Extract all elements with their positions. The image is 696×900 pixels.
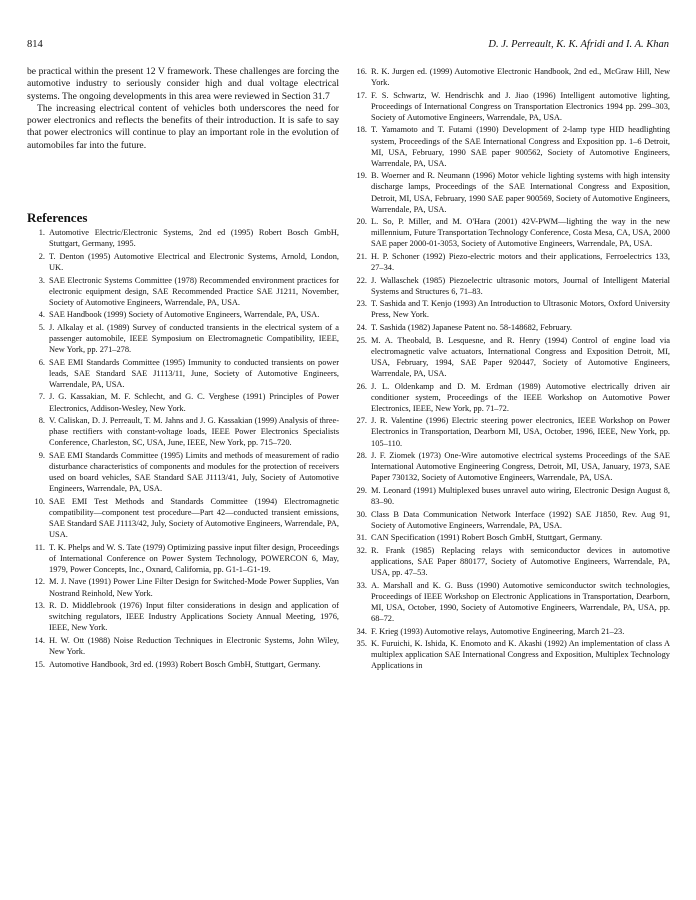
- reference-text: J. G. Kassakian, M. F. Schlecht, and G. C. Verghese (1991) Principles of Power Electronics, Addison-Wesley, New York.: [49, 392, 339, 413]
- reference-number: 12.: [34, 577, 45, 587]
- reference-item: [27, 542, 339, 575]
- reference-text: R. K. Jurgen ed. (1999) Automotive Electronic Handbook, 2nd ed., McGraw Hill, New York.: [371, 67, 670, 88]
- reference-text: F. S. Schwartz, W. Hendrischk and J. Jiao (1996) Intelligent automotive lighting, Proceedings of International Congress on Transportation Electronics 1994 pp. 299–303, Society of Automotive Engineers, Warrendale, PA, USA.: [371, 90, 670, 122]
- reference-number: 33.: [356, 580, 367, 590]
- reference-number: 32.: [356, 545, 367, 555]
- reference-text: T. Sashida and T. Kenjo (1993) An Introduction to Ultrasonic Motors, Oxford University Press, New York.: [371, 299, 670, 320]
- reference-item: [349, 124, 670, 168]
- reference-number: 35.: [356, 639, 367, 649]
- reference-number: 5.: [38, 322, 45, 332]
- reference-number: 3.: [38, 275, 45, 285]
- reference-text: M. Leonard (1991) Multiplexed buses unravel auto wiring, Electronic Design August 8, 83–90.: [371, 485, 670, 506]
- reference-number: 15.: [34, 659, 45, 669]
- reference-item: [349, 275, 670, 297]
- reference-text: J. L. Oldenkamp and D. M. Erdman (1989) Automotive electrically driven air conditioner system, Proceedings of the IEEE Workshop on Automotive Power Electronics, IEEE, New York, pp. 71–72.: [371, 381, 670, 413]
- reference-text: F. Krieg (1993) Automotive relays, Automotive Engineering, March 21–23.: [371, 626, 625, 636]
- reference-number: 27.: [356, 416, 367, 426]
- right-column: [349, 66, 670, 673]
- reference-item: [349, 251, 670, 273]
- page-number: 814: [27, 39, 43, 50]
- reference-item: [349, 90, 670, 123]
- body-paragraph-1: be practical within the present 12 V framework. These challenges are forcing the automotive industry to seriously consider high and dual voltage electrical systems. The ongoing developments in this area were reviewed in Section 31.7: [27, 66, 339, 102]
- reference-text: Automotive Handbook, 3rd ed. (1993) Robert Bosch GmbH, Stuttgart, Germany.: [49, 659, 321, 669]
- reference-item: [349, 66, 670, 88]
- reference-number: 22.: [356, 275, 367, 285]
- reference-number: 28.: [356, 451, 367, 461]
- reference-text: J. Wallaschek (1985) Piezoelectric ultrasonic motors, Journal of Intelligent Material Systems and Structures 6, 71–83.: [371, 275, 670, 296]
- reference-text: SAE Handbook (1999) Society of Automotive Engineers, Warrendale, PA, USA.: [49, 310, 320, 320]
- reference-text: J. Alkalay et al. (1989) Survey of conducted transients in the electrical system of a passenger automobile, IEEE Symposium on Electromagnetic Compatibility, IEEE, New York, pp. 271–278.: [49, 322, 339, 355]
- reference-item: [349, 545, 670, 578]
- reference-text: M. J. Nave (1991) Power Line Filter Design for Switched-Mode Power Supplies, Van Nostrand Reinhold, New York.: [49, 577, 339, 598]
- reference-text: R. Frank (1985) Replacing relays with semiconductor devices in automotive applications, SAE Paper 880177, Society of Automotive Engineers, Warrendale, PA, USA, pp. 47–53.: [371, 545, 670, 578]
- reference-number: 24.: [356, 323, 367, 333]
- reference-text: Class B Data Communication Network Interface (1992) SAE J1850, Rev. Aug 91, Society of Automotive Engineers, Warrendale, PA, USA.: [371, 509, 670, 530]
- reference-number: 25.: [356, 335, 367, 345]
- reference-item: [27, 251, 339, 273]
- reference-item: [27, 496, 339, 540]
- reference-item: [349, 532, 670, 543]
- reference-text: Automotive Electric/Electronic Systems, 2nd ed (1995) Robert Bosch GmbH, Stuttgart, Germany, 1995.: [49, 228, 339, 249]
- reference-number: 21.: [356, 252, 367, 261]
- reference-item: [27, 415, 339, 448]
- body-paragraph-2: The increasing electrical content of vehicles both underscores the need for power electronics and reflects the benefits of their introduction. It is safe to say that power electronics will continue to play an important role in the evolution of automobiles far into the future.: [27, 102, 339, 151]
- reference-text: SAE Electronic Systems Committee (1978) Recommended environment practices for electronic equipment design, SAE Recommended Practice SAE J1211, November, Society of Automotive Engineers, Warrendale, PA, USA.: [49, 275, 339, 307]
- reference-text: M. A. Theobald, B. Lesquesne, and R. Henry (1994) Control of engine load via electromagnetic valve actuators, International Congress and Exposition Detroit, MI, USA, February, 1994, SAE Paper 920447, Society of Automotive Engineers, Warrendale, PA, USA.: [371, 335, 670, 378]
- reference-text: T. K. Phelps and W. S. Tate (1979) Optimizing passive input filter design, Proceedings of International Conference on Power System Technology, POWERCON 6, May, 1979, Power Concepts, Inc., Oxnard, California, pp. G1-1–G1-19.: [49, 542, 339, 574]
- references-heading: References: [27, 210, 88, 226]
- reference-number: 10.: [34, 496, 45, 506]
- reference-text: V. Caliskan, D. J. Perreault, T. M. Jahns and J. G. Kassakian (1999) Analysis of three-phase rectifiers with constant-voltage loads, IEEE Power Electronics Specialists Conference, Charleston, SC, USA, June, IEEE, New York, pp. 715–720.: [49, 416, 339, 448]
- reference-item: [349, 638, 670, 671]
- reference-number: 14.: [34, 635, 45, 645]
- reference-item: [349, 216, 670, 249]
- reference-text: K. Furuichi, K. Ishida, K. Enomoto and K. Akashi (1992) An implementation of class A multiplex application SAE International Congress and Exposition, Multiplex Technology Applications in: [371, 639, 670, 671]
- reference-text: J. R. Valentine (1996) Electric steering power electronics, IEEE Workshop on Power Electronics in Transportation, Dearborn MI, USA, October, 1996, IEEE, New York, pp. 105–110.: [371, 416, 670, 448]
- reference-item: [27, 322, 339, 355]
- reference-item: [27, 450, 339, 494]
- reference-item: [27, 309, 339, 320]
- reference-number: 26.: [356, 381, 367, 391]
- reference-number: 30.: [356, 509, 367, 519]
- reference-text: A. Marshall and K. G. Buss (1990) Automotive semiconductor switch technologies, Proceedings of IEEE Workshop on Electronic Applications in Transportation, Dearborn, MI, USA, October, 1990, Society of Automotive Engineers, Warrendale, PA, USA, pp. 68–72.: [371, 580, 670, 623]
- reference-item: [349, 450, 670, 483]
- reference-number: 2.: [38, 251, 45, 261]
- left-column: [27, 66, 339, 671]
- reference-number: 7.: [38, 392, 45, 402]
- reference-number: 19.: [356, 171, 367, 181]
- reference-item: [27, 357, 339, 390]
- reference-item: [27, 576, 339, 598]
- reference-text: SAE EMI Standards Committee (1995) Limits and methods of measurement of radio disturbance characteristics of components and modules for the protection of receivers used on board vehicles, SAE Standard SAE J1113/41, July, Society of Automotive Engineers, Warrendale, PA, USA.: [49, 450, 339, 494]
- reference-item: [349, 580, 670, 624]
- reference-item: [349, 415, 670, 448]
- reference-text: SAE EMI Standards Committee (1995) Immunity to conducted transients on power leads, SAE Standard SAE J1113/11, June, Society of Automotive Engineers, Warrendale, PA, USA.: [49, 357, 339, 389]
- reference-item: [27, 659, 339, 670]
- reference-text: J. F. Ziomek (1973) One-Wire automotive electrical systems Proceedings of the SAE International Automotive Engineering Congress, Detroit, MI, USA, January, 1973, SAE Paper 730132, Society of Automotive Engineers, Warrendale, PA, USA.: [371, 451, 670, 483]
- reference-item: [349, 322, 670, 333]
- reference-item: [349, 335, 670, 379]
- reference-number: 13.: [34, 601, 45, 611]
- reference-item: [349, 170, 670, 214]
- reference-text: T. Denton (1995) Automotive Electrical and Electronic Systems, Arnold, London, UK.: [49, 251, 339, 272]
- reference-number: 34.: [356, 626, 367, 636]
- reference-item: [349, 509, 670, 531]
- reference-number: 16.: [356, 67, 367, 76]
- reference-number: 1.: [38, 228, 45, 238]
- reference-item: [27, 227, 339, 249]
- reference-item: [27, 275, 339, 308]
- reference-number: 6.: [38, 357, 45, 367]
- reference-number: 4.: [38, 310, 45, 320]
- reference-item: [349, 298, 670, 320]
- reference-number: 8.: [38, 416, 45, 426]
- running-header-authors: D. J. Perreault, K. K. Afridi and I. A. Khan: [488, 39, 669, 50]
- reference-text: T. Yamamoto and T. Futami (1990) Development of 2-lamp type HID headlighting system, Proceedings of the SAE International Congress and Exposition pp. 1–6 Detroit, MI, USA, February, 1990 SAE paper 900562, Society of Automotive Engineers, Warrendale, PA, USA.: [371, 125, 670, 168]
- reference-number: 9.: [38, 450, 45, 460]
- reference-text: L. So, P. Miller, and M. O'Hara (2001) 42V-PWM—lighting the way in the new millennium, Future Transportation Technology Conference, Costa Mesa, CA, USA, 2000 SAE paper 2000-01-3053, Society of Automotive Engineers, Warrendale, PA, USA.: [371, 217, 670, 249]
- reference-item: [349, 626, 670, 637]
- reference-number: 29.: [356, 485, 367, 495]
- reference-text: SAE EMI Test Methods and Standards Committee (1994) Electromagnetic compatibility—component test procedure—Part 42—conducted transient emissions, SAE Standard SAE J1113/42, July, Society of Automotive Engineers, Warrendale, PA, USA.: [49, 496, 339, 540]
- reference-item: [349, 485, 670, 507]
- references-list-right: [349, 66, 670, 671]
- reference-text: R. D. Middlebrook (1976) Input filter considerations in design and application of switching regulators, IEEE Industry Applications Society Annual Meeting, 1976, IEEE, New York.: [49, 601, 339, 633]
- reference-number: 18.: [356, 125, 367, 135]
- reference-number: 20.: [356, 217, 367, 227]
- reference-item: [27, 391, 339, 413]
- reference-item: [27, 635, 339, 657]
- reference-text: B. Woerner and R. Neumann (1996) Motor vehicle lighting systems with high intensity discharge lamps, Proceedings of the SAE International Congress and Exposition, Detroit, MI, USA, February, 1990 SAE paper 900569, Society of Automotive Engineers, Warrendale, PA, USA.: [371, 171, 670, 214]
- reference-number: 31.: [356, 533, 367, 543]
- reference-item: [349, 381, 670, 414]
- reference-item: [27, 600, 339, 633]
- reference-text: H. P. Schoner (1992) Piezo-electric motors and their applications, Ferroelectrics 133, 27–34.: [371, 252, 670, 273]
- reference-text: CAN Specification (1991) Robert Bosch GmbH, Stuttgart, Germany.: [371, 533, 603, 543]
- references-list-left: [27, 227, 339, 670]
- reference-number: 11.: [34, 542, 45, 552]
- reference-text: H. W. Ott (1988) Noise Reduction Techniques in Electronic Systems, John Wiley, New York.: [49, 635, 339, 657]
- reference-number: 17.: [356, 90, 367, 100]
- running-header: [27, 39, 669, 55]
- reference-number: 23.: [356, 299, 367, 309]
- reference-text: T. Sashida (1982) Japanese Patent no. 58-148682, February.: [371, 323, 572, 333]
